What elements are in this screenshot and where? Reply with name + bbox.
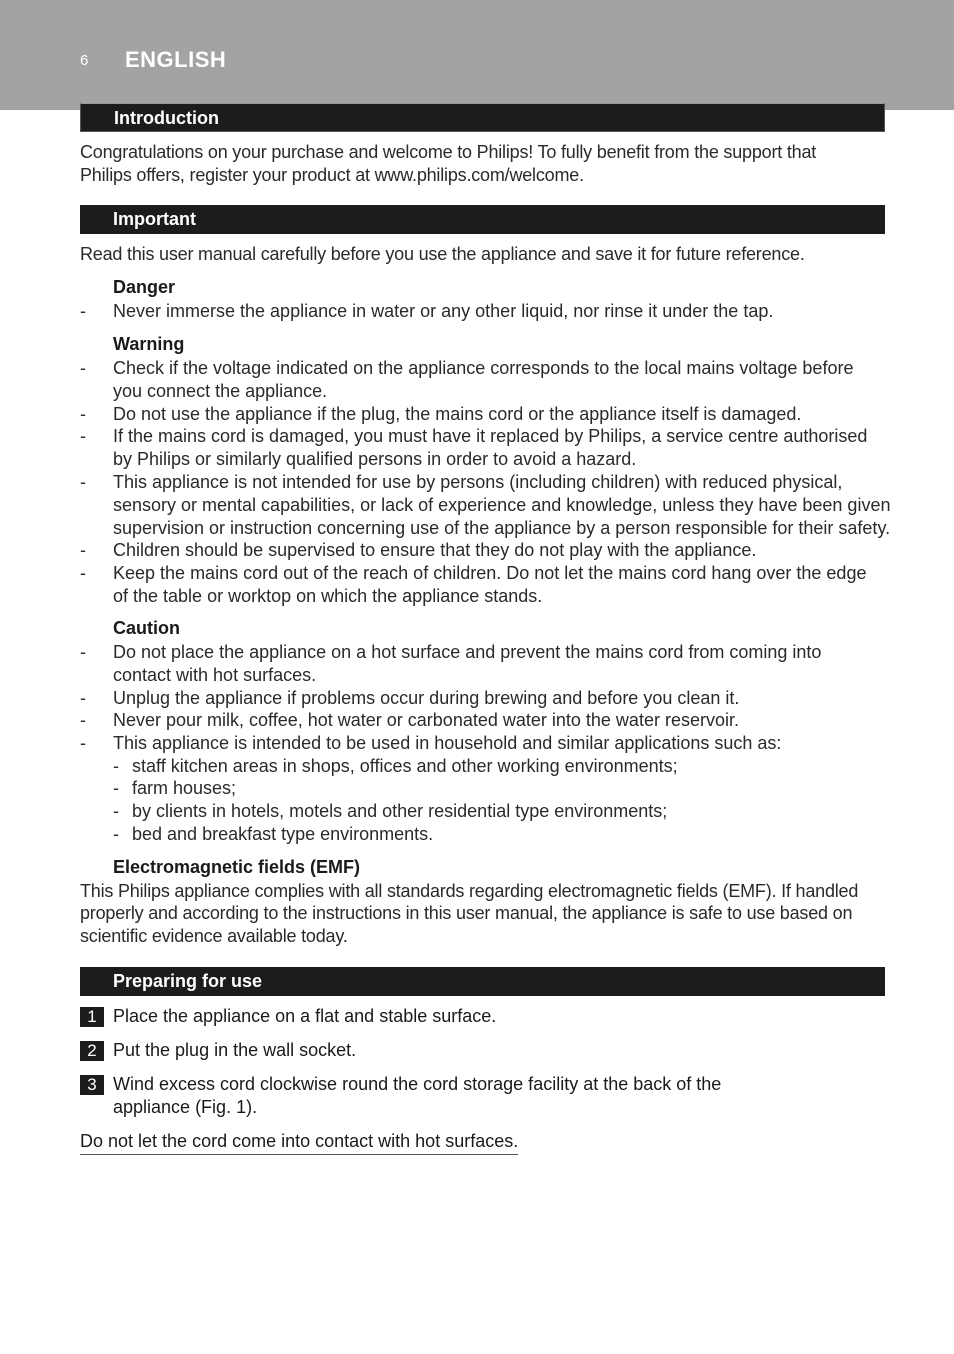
bullet-text: This appliance is intended to be used in household and similar applications such as:: [113, 733, 782, 753]
danger-heading: Danger: [113, 277, 176, 297]
subitem-text: farm houses;: [132, 778, 237, 798]
bullet-dash: -: [80, 301, 86, 321]
bullet-dash: -: [80, 540, 86, 560]
caution-heading: Caution: [113, 618, 180, 638]
bullet-text-cont: sensory or mental capabilities, or lack of experience and knowledge, unless they have been given: [113, 495, 891, 515]
language-title: ENGLISH: [125, 47, 227, 72]
bullet-dash: -: [80, 733, 86, 753]
section-heading-preparing: Preparing for use: [80, 967, 885, 996]
bullet-dash: -: [80, 404, 86, 424]
bullet-dash: -: [80, 472, 86, 492]
bullet-text: Never immerse the appliance in water or any other liquid, nor rinse it under the tap.: [113, 301, 774, 321]
emf-line-1: This Philips appliance complies with all standards regarding electromagnetic fields (EMF). If handled: [80, 881, 859, 901]
page-header: [0, 0, 954, 110]
subitem-text: by clients in hotels, motels and other residential type environments;: [132, 801, 668, 821]
bullet-text-cont: by Philips or similarly qualified persons in order to avoid a hazard.: [113, 449, 637, 469]
bullet-text: Check if the voltage indicated on the appliance corresponds to the local mains voltage before: [113, 358, 854, 378]
step-number: 3: [80, 1075, 104, 1095]
step-text: Put the plug in the wall socket.: [113, 1040, 357, 1060]
step-text: Place the appliance on a flat and stable surface.: [113, 1006, 497, 1026]
bullet-dash: -: [80, 688, 86, 708]
step-number: 2: [80, 1041, 104, 1061]
section-heading-introduction: Introduction: [80, 103, 885, 132]
bullet-text: Do not place the appliance on a hot surface and prevent the mains cord from coming into: [113, 642, 822, 662]
intro-line-1: Congratulations on your purchase and welcome to Philips! To fully benefit from the support that: [80, 142, 817, 162]
bullet-dash: -: [80, 642, 86, 662]
bullet-dash: -: [113, 824, 119, 844]
page-number: 6: [80, 52, 89, 69]
bullet-text-cont: of the table or worktop on which the appliance stands.: [113, 586, 543, 606]
subitem-text: staff kitchen areas in shops, offices and other working environments;: [132, 756, 678, 776]
bullet-text: Keep the mains cord out of the reach of children. Do not let the mains cord hang over the edge: [113, 563, 867, 583]
emf-heading: Electromagnetic fields (EMF): [113, 857, 361, 877]
bullet-text: Children should be supervised to ensure that they do not play with the appliance.: [113, 540, 757, 560]
bullet-text: Never pour milk, coffee, hot water or carbonated water into the water reservoir.: [113, 710, 739, 730]
bullet-text-cont: supervision or instruction concerning use of the appliance by a person responsible for their safety.: [113, 518, 891, 538]
bullet-dash: -: [80, 710, 86, 730]
emf-line-2: properly and according to the instructions in this user manual, the appliance is safe to use based on: [80, 903, 853, 923]
note-text: Do not let the cord come into contact with hot surfaces.: [80, 1130, 518, 1155]
bullet-text: If the mains cord is damaged, you must have it replaced by Philips, a service centre authorised: [113, 426, 868, 446]
bullet-dash: -: [80, 563, 86, 583]
step-text-cont: appliance (Fig. 1).: [113, 1097, 258, 1117]
emf-line-3: scientific evidence available today.: [80, 926, 348, 946]
bullet-dash: -: [113, 756, 119, 776]
warning-heading: Warning: [113, 334, 185, 354]
intro-line-2: Philips offers, register your product at www.philips.com/welcome.: [80, 165, 584, 185]
section-heading-important: Important: [80, 205, 885, 234]
bullet-dash: -: [113, 778, 119, 798]
bullet-text: This appliance is not intended for use by persons (including children) with reduced physical,: [113, 472, 843, 492]
subitem-text: bed and breakfast type environments.: [132, 824, 434, 844]
bullet-text-cont: you connect the appliance.: [113, 381, 328, 401]
bullet-dash: -: [80, 426, 86, 446]
step-text: Wind excess cord clockwise round the cord storage facility at the back of the: [113, 1074, 722, 1094]
bullet-text: Do not use the appliance if the plug, the mains cord or the appliance itself is damaged.: [113, 404, 802, 424]
bullet-dash: -: [113, 801, 119, 821]
important-lead: Read this user manual carefully before you use the appliance and save it for future reference.: [80, 244, 805, 264]
bullet-text-cont: contact with hot surfaces.: [113, 665, 317, 685]
step-number: 1: [80, 1007, 104, 1027]
bullet-dash: -: [80, 358, 86, 378]
bullet-text: Unplug the appliance if problems occur during brewing and before you clean it.: [113, 688, 740, 708]
